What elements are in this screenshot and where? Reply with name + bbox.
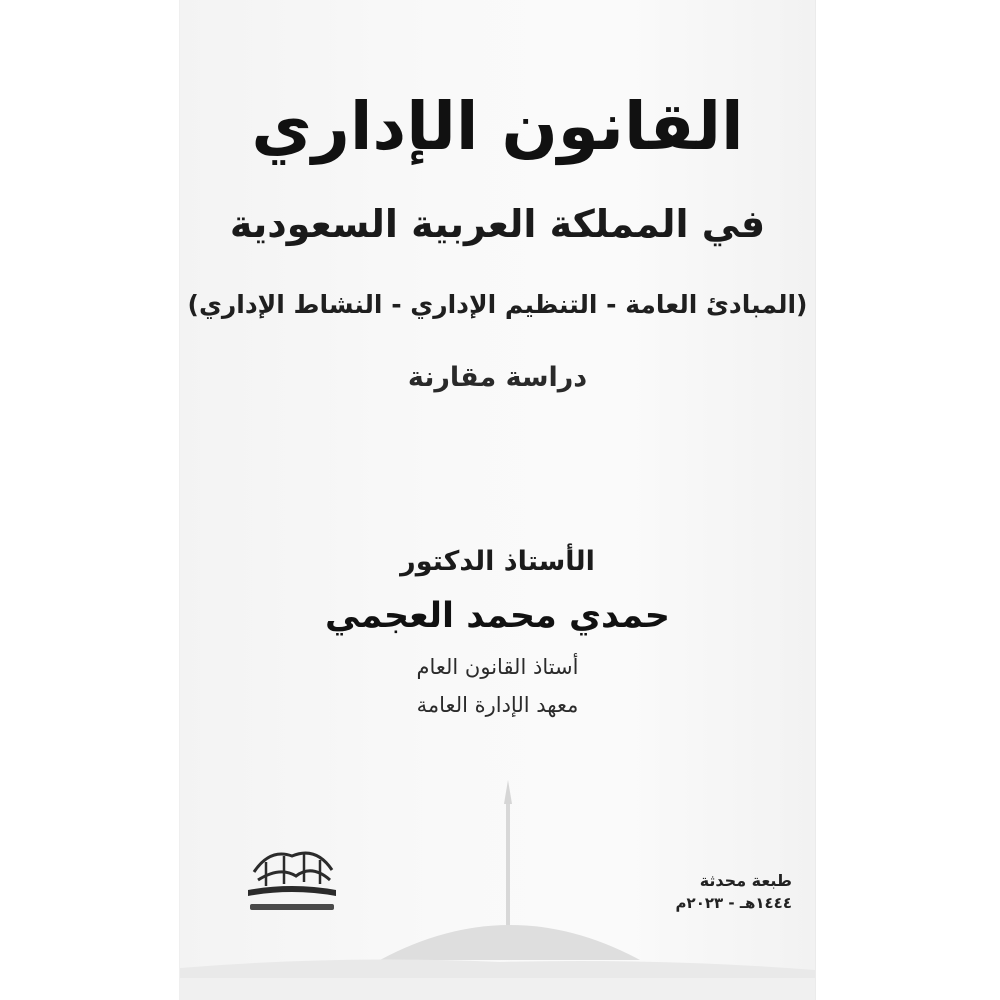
logo-book-base	[248, 886, 336, 896]
study-type: دراسة مقارنة	[407, 362, 588, 393]
dome	[380, 925, 640, 960]
publisher-logo-icon	[240, 842, 344, 922]
spire-tip	[504, 780, 512, 804]
logo-tagline-bar	[250, 904, 334, 910]
author-academic-title: الأستاذ الدكتور	[400, 546, 595, 577]
base-strip	[180, 978, 815, 1000]
author-position: أستاذ القانون العام	[416, 655, 579, 679]
edition-info	[642, 870, 792, 914]
spire	[506, 800, 510, 940]
author-name: حمدي محمد العجمي	[325, 596, 670, 636]
book-subtitle: في المملكة العربية السعودية	[229, 202, 766, 246]
edition-date: ١٤٤٤هـ - ٢٠٢٣م	[675, 894, 792, 912]
book-topics: (المبادئ العامة - التنظيم الإداري - النشاط الإداري)	[187, 290, 808, 319]
edition-label: طبعة محدثة	[699, 871, 792, 890]
book-title: القانون الإداري	[251, 88, 744, 165]
author-institution: معهد الإدارة العامة	[416, 693, 579, 717]
book-cover	[180, 0, 815, 1000]
